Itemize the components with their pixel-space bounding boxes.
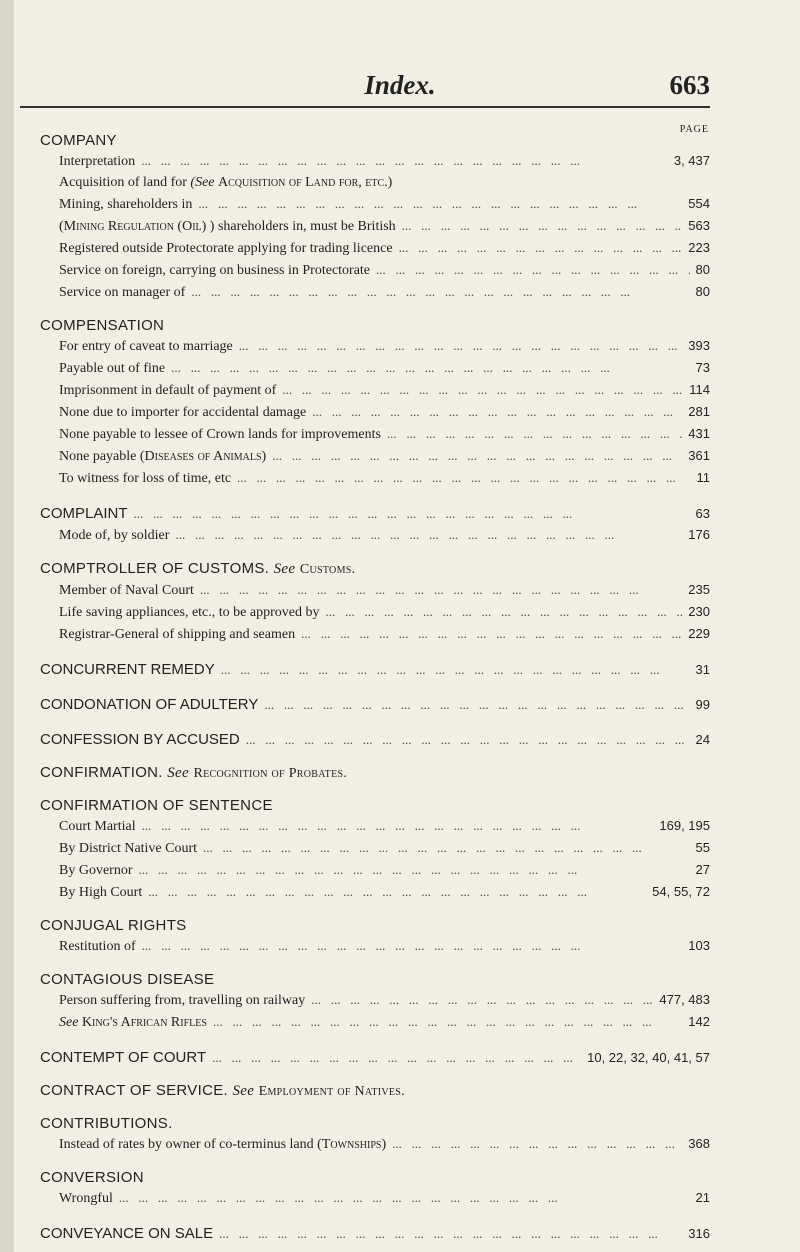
- page-reference: 368: [688, 1136, 710, 1151]
- text: Person suffering from, travelling on railway: [59, 993, 306, 1008]
- sub-entry-text: [59, 936, 136, 957]
- page-reference: 229: [688, 626, 710, 641]
- sub-entry-text: [59, 860, 133, 881]
- leader-dots: [142, 935, 683, 956]
- leader-dots: [237, 467, 690, 488]
- sub-entry: [40, 1133, 710, 1155]
- page-reference: 142: [688, 1014, 710, 1029]
- text: Member of Naval Court: [59, 583, 194, 598]
- leader-dots: [387, 423, 682, 444]
- cross-reference: Customs.: [299, 562, 356, 577]
- sub-entry: [40, 815, 710, 837]
- leader-dots: [119, 1187, 690, 1208]
- page-reference: 223: [688, 240, 710, 255]
- leader-dots: [198, 193, 682, 214]
- sub-entry-text: [59, 336, 233, 357]
- leader-dots: [191, 281, 689, 302]
- text: Mode of, by soldier: [59, 528, 170, 543]
- page-title: Index.: [364, 70, 436, 100]
- leader-dots: [148, 881, 646, 902]
- page-reference: 554: [688, 196, 710, 211]
- text: Court Martial: [59, 819, 136, 834]
- sub-entry-text: [59, 990, 305, 1011]
- page-reference: 73: [695, 360, 710, 375]
- leader-dots: [142, 815, 654, 836]
- page-reference: 11: [696, 470, 710, 485]
- entry-heading: [40, 1115, 710, 1133]
- entry-heading: [40, 317, 710, 335]
- sub-entry: [40, 579, 710, 601]
- sub-entry: [40, 259, 710, 281]
- index-entry: [40, 797, 710, 903]
- heading-text: CONVERSION: [40, 1169, 144, 1186]
- page-header: [0, 70, 800, 110]
- entry-heading: [40, 1169, 710, 1187]
- sub-entry-text: [59, 172, 392, 193]
- sub-entry: [40, 215, 710, 237]
- index-entry: [40, 1115, 710, 1155]
- entry-heading: [40, 917, 710, 935]
- sub-entry-text: [59, 468, 231, 489]
- sub-entry: [40, 601, 710, 623]
- page-reference: 281: [688, 404, 710, 419]
- index-entry: [40, 1223, 710, 1244]
- sub-entry: [40, 401, 710, 423]
- leader-dots: [301, 623, 682, 644]
- leader-dots: [376, 259, 690, 280]
- entry-heading: [40, 1047, 206, 1068]
- entry-heading: [40, 503, 128, 524]
- leader-dots: [282, 379, 683, 400]
- leader-dots: [264, 694, 689, 715]
- index-entry: [40, 317, 710, 489]
- page-reference: 361: [688, 448, 710, 463]
- page-reference: 230: [688, 604, 710, 619]
- index-entry: [40, 503, 710, 546]
- sub-entry-text: [59, 151, 135, 172]
- text: To witness for loss of time, etc: [59, 471, 232, 486]
- text: Instead of rates by owner of co-terminus land: [59, 1137, 314, 1152]
- cross-reference: Employment of Natives.: [258, 1084, 405, 1099]
- page-reference: 31: [695, 662, 710, 677]
- entry-heading-row: [40, 659, 710, 680]
- sub-entry-text: [59, 358, 165, 379]
- sub-entry-text: [59, 624, 295, 645]
- leader-dots: [312, 401, 682, 422]
- sub-entry-text: [59, 424, 381, 445]
- text: By Governor: [59, 863, 133, 878]
- text: Acquisition of land for: [59, 175, 187, 190]
- sub-entry-text: [59, 525, 169, 546]
- sub-entry-text: [59, 838, 197, 859]
- heading-text: COMPLAINT: [40, 505, 128, 522]
- page-reference: 63: [695, 506, 710, 521]
- heading-text: CONTRACT OF SERVICE.: [40, 1082, 228, 1099]
- sub-entry-text: [59, 580, 194, 601]
- heading-text: CONJUGAL RIGHTS: [40, 917, 187, 934]
- sub-entry: [40, 1187, 710, 1209]
- entry-heading: [40, 1223, 213, 1244]
- page-reference: 114: [689, 382, 710, 397]
- index-entry: [40, 694, 710, 715]
- text: None payable to lessee of Crown lands for improvements: [59, 427, 381, 442]
- heading-text: CONVEYANCE ON SALE: [40, 1225, 214, 1242]
- text: Restitution of: [59, 939, 136, 954]
- index-entry: [40, 1047, 710, 1068]
- page-reference: 3, 437: [673, 153, 710, 168]
- cross-reference: King's African Rifles: [81, 1015, 207, 1030]
- leader-dots: [402, 215, 683, 236]
- sub-entry: [40, 881, 710, 903]
- page-reference: 10, 22, 32, 40, 41, 57: [587, 1050, 710, 1065]
- page-reference: 54, 55, 72: [652, 884, 710, 899]
- leader-dots: [200, 579, 682, 600]
- page-reference: 80: [695, 262, 710, 277]
- page-binding-shadow: [0, 0, 14, 1252]
- sub-entry-text: [59, 194, 192, 215]
- entry-heading: [40, 764, 710, 783]
- index-entry: [40, 729, 710, 750]
- text: None due to importer for accidental damage: [59, 405, 307, 420]
- page-reference: 235: [688, 582, 710, 597]
- heading-text: CONCURRENT REMEDY: [40, 661, 215, 678]
- entry-heading-row: [40, 694, 710, 715]
- leader-dots: [139, 859, 690, 880]
- sub-entry: [40, 623, 710, 645]
- leader-dots: [213, 1011, 682, 1032]
- leader-dots: [219, 1223, 682, 1244]
- sub-entry-text: [59, 602, 319, 623]
- heading-text: CONTEMPT OF COURT: [40, 1049, 207, 1066]
- text: Imprisonment in default of payment of: [59, 383, 277, 398]
- text: By High Court: [59, 885, 143, 900]
- leader-dots: [221, 659, 690, 680]
- leader-dots: [272, 445, 682, 466]
- entry-heading: [40, 132, 710, 150]
- sub-entry: [40, 281, 710, 303]
- see-label: See: [273, 561, 296, 577]
- page-reference: 103: [688, 938, 710, 953]
- sub-entry-text: [59, 402, 306, 423]
- entry-heading: [40, 971, 710, 989]
- index-entry: [40, 1169, 710, 1209]
- entry-heading: [40, 560, 710, 579]
- page-reference: 176: [688, 527, 710, 542]
- page-column-label: PAGE: [679, 124, 709, 135]
- leader-dots: [399, 237, 683, 258]
- heading-text: CONFIRMATION OF SENTENCE: [40, 797, 273, 814]
- page-reference: 563: [688, 218, 710, 233]
- heading-text: CONTRIBUTIONS.: [40, 1115, 173, 1132]
- entry-heading: [40, 1082, 710, 1101]
- text: For entry of caveat to marriage: [59, 339, 233, 354]
- sub-entry: [40, 1011, 710, 1033]
- leader-dots: [212, 1047, 581, 1068]
- sub-entry: [40, 379, 710, 401]
- sub-entry-text: [59, 1134, 386, 1155]
- heading-text: CONDONATION OF ADULTERY: [40, 696, 259, 713]
- page-reference: 316: [688, 1226, 710, 1241]
- sub-entry: [40, 524, 710, 546]
- page-reference: 24: [695, 732, 710, 747]
- cross-reference: Acquisition of Land for, etc.): [218, 175, 393, 190]
- sub-entry: [40, 423, 710, 445]
- text: By District Native Court: [59, 841, 198, 856]
- leader-dots: [171, 357, 689, 378]
- sub-entry: [40, 935, 710, 957]
- sub-entry-text: [59, 260, 370, 281]
- sub-entry: [40, 237, 710, 259]
- sub-entry: [40, 445, 710, 467]
- text: Registered outside Protectorate applying for trading licence: [59, 241, 393, 256]
- text: Service on manager of: [59, 285, 186, 300]
- page-number: 663: [669, 70, 710, 100]
- cross-reference: (Mining Regulation (Oil) ): [59, 219, 215, 234]
- entry-heading: [40, 659, 215, 680]
- page-reference: 431: [688, 426, 710, 441]
- text: Interpretation: [59, 154, 136, 169]
- entry-heading: [40, 729, 240, 750]
- heading-text: COMPENSATION: [40, 317, 165, 334]
- entry-heading: [40, 797, 710, 815]
- sub-entry: [40, 335, 710, 357]
- sub-entry: [40, 859, 710, 881]
- sub-entry: [40, 467, 710, 489]
- see-label: See: [232, 1083, 255, 1099]
- sub-entry: [40, 837, 710, 859]
- index-entry: [40, 132, 710, 303]
- page-reference: 99: [695, 697, 710, 712]
- cross-reference: (Diseases of Animals): [139, 449, 267, 464]
- text: Payable out of fine: [59, 361, 166, 376]
- page-reference: 21: [695, 1190, 710, 1205]
- heading-text: CONFESSION BY ACCUSED: [40, 731, 240, 748]
- page-reference: 393: [688, 338, 710, 353]
- heading-text: COMPANY: [40, 132, 117, 149]
- text: Service on foreign, carrying on business in Protectorate: [59, 263, 371, 278]
- index-entries: [40, 132, 710, 1244]
- leader-dots: [325, 601, 682, 622]
- see-label: See: [167, 765, 189, 781]
- leader-dots: [203, 837, 689, 858]
- sub-entry-text: [59, 882, 142, 903]
- see-label: (See: [190, 175, 215, 190]
- index-entry: [40, 560, 710, 645]
- leader-dots: [239, 335, 683, 356]
- sub-entry: [40, 989, 710, 1011]
- leader-dots: [246, 729, 690, 750]
- heading-text: CONTAGIOUS DISEASE: [40, 971, 215, 988]
- entry-heading-row: [40, 503, 710, 524]
- text: Registrar-General of shipping and seamen: [59, 627, 296, 642]
- cross-reference: (Townships): [317, 1137, 387, 1152]
- text: Mining, shareholders in: [59, 197, 193, 212]
- index-entry: [40, 1082, 710, 1101]
- leader-dots: [392, 1133, 682, 1154]
- heading-text: COMPTROLLER OF CUSTOMS.: [40, 560, 270, 577]
- cross-reference: Recognition of Probates.: [193, 766, 348, 781]
- page-reference: 169, 195: [659, 818, 710, 833]
- sub-entry-text: [59, 816, 136, 837]
- page-reference: 80: [695, 284, 710, 299]
- sub-entry: [40, 193, 710, 215]
- sub-entry: [40, 357, 710, 379]
- index-entry: [40, 659, 710, 680]
- entry-heading: [40, 694, 258, 715]
- index-entry: [40, 764, 710, 783]
- text: Wrongful: [59, 1191, 113, 1206]
- entry-heading-row: [40, 729, 710, 750]
- header-rule: [20, 106, 710, 108]
- text: shareholders in, must be British: [214, 219, 396, 234]
- leader-dots: [134, 503, 690, 524]
- page-reference: 477, 483: [659, 992, 710, 1007]
- sub-entry-text: [59, 282, 185, 303]
- sub-entry-text: [59, 1012, 207, 1033]
- sub-entry-text: [59, 216, 396, 237]
- heading-text: CONFIRMATION.: [40, 764, 163, 781]
- leader-dots: [141, 150, 668, 171]
- sub-entry-text: [59, 238, 393, 259]
- entry-heading-row: [40, 1223, 710, 1244]
- page-reference: 55: [695, 840, 710, 855]
- entry-heading-row: [40, 1047, 710, 1068]
- see-label: See: [59, 1015, 82, 1030]
- leader-dots: [175, 524, 682, 545]
- sub-entry: [40, 150, 710, 172]
- sub-entry-text: [59, 1188, 113, 1209]
- text: None payable: [59, 449, 137, 464]
- sub-entry: [40, 172, 710, 193]
- page-reference: 27: [695, 862, 710, 877]
- sub-entry-text: [59, 446, 266, 467]
- sub-entry-text: [59, 380, 276, 401]
- leader-dots: [311, 989, 653, 1010]
- text: Life saving appliances, etc., to be approved by: [59, 605, 320, 620]
- index-entry: [40, 971, 710, 1033]
- index-entry: [40, 917, 710, 957]
